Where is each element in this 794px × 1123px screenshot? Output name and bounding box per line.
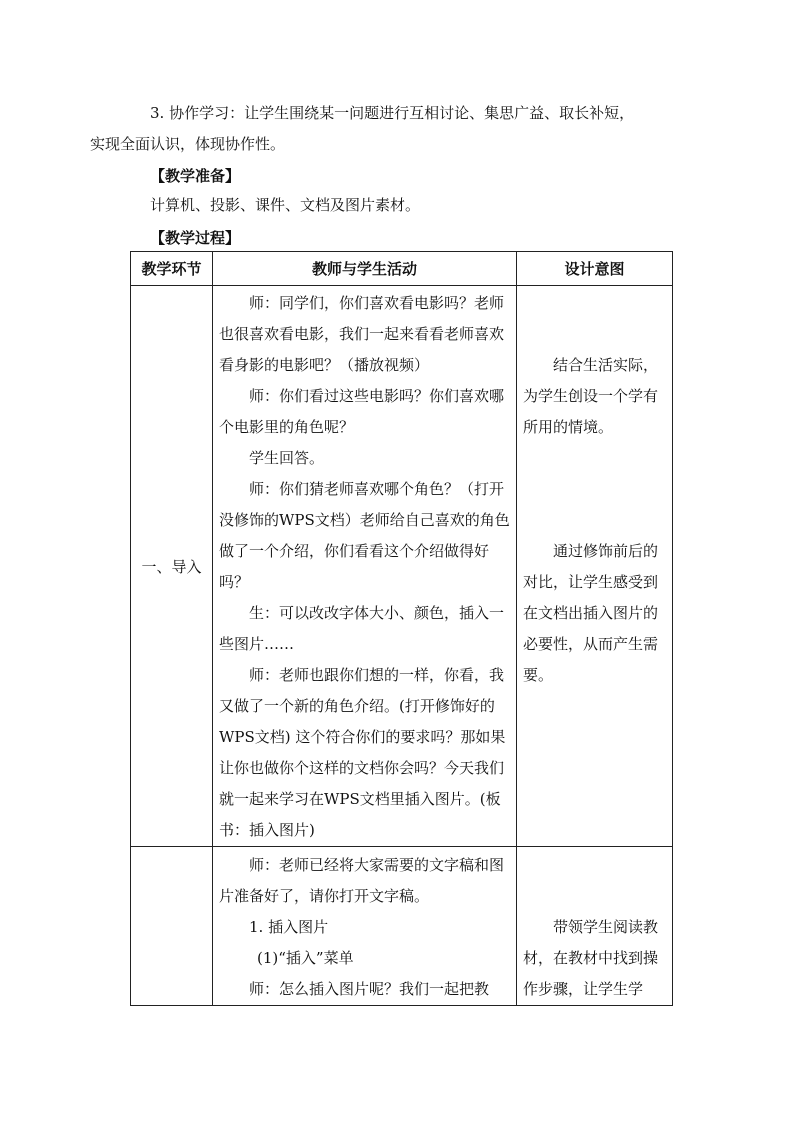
design-cell: [517, 847, 673, 1006]
table-row: [131, 847, 673, 1006]
activity-paragraph: 师：怎么插入图片呢？我们一起把教: [249, 980, 490, 998]
header-design: 设计意图: [517, 252, 673, 286]
design-cell: [517, 286, 673, 847]
activity-paragraph: 学生回答。: [249, 449, 325, 467]
design-paragraph: 带领学生阅读教材，在教材中找到操作步骤，让学生学: [523, 918, 659, 998]
activities-cell: [213, 286, 517, 847]
activity-paragraph: 师：你们看过这些电影吗？你们喜欢哪个电影里的角色呢？: [219, 387, 505, 436]
process-heading: 【教学过程】: [150, 229, 241, 247]
activity-paragraph: (1)“插入”菜单: [257, 949, 354, 967]
activity-paragraph: 师：老师也跟你们想的一样，你看，我又做了一个新的角色介绍。(打开修饰好的WPS文档) 这个符合你们的要求吗？那如果让你也做你个这样的文档你会吗？今天我们就一起来学习在WPS文档里插入图片。(板书：插入图片): [219, 666, 506, 839]
collab-paragraph: [90, 98, 680, 160]
stage-label: 一、导入: [141, 557, 202, 576]
activity-paragraph: 师：同学们，你们喜欢看电影吗？老师也很喜欢看电影，我们一起来看看老师喜欢看身影的电影吧？（播放视频）: [219, 294, 505, 374]
stage-cell: [131, 286, 213, 847]
activities-cell: [213, 847, 517, 1006]
table-header-row: [131, 252, 673, 286]
activity-paragraph: 师：你们猜老师喜欢哪个角色？（打开没修饰的WPS文档）老师给自己喜欢的角色做了一个介绍，你们看看这个介绍做得好吗？: [219, 480, 510, 591]
header-activities: 教师与学生活动: [213, 252, 517, 286]
prep-text: 计算机、投影、课件、文档及图片素材。: [150, 196, 421, 214]
activity-paragraph: 1. 插入图片: [249, 918, 329, 936]
activity-paragraph: 生：可以改改字体大小、颜色，插入一些图片……: [219, 604, 505, 653]
design-paragraph: 通过修饰前后的对比，让学生感受到在文档出插入图片的必要性，从而产生需要。: [523, 542, 659, 684]
table-row: [131, 286, 673, 847]
collab-line-1: 3. 协作学习：让学生围绕某一问题进行互相讨论、集思广益、取长补短，: [150, 104, 635, 122]
design-paragraph: 结合生活实际，为学生创设一个学有所用的情境。: [523, 356, 659, 436]
activity-paragraph: 师：老师已经将大家需要的文字稿和图片准备好了，请你打开文字稿。: [219, 856, 505, 905]
stage-cell: [131, 847, 213, 1006]
lesson-table: [130, 251, 673, 1006]
collab-line-2: 实现全面认识，体现协作性。: [90, 135, 286, 153]
header-stage: 教学环节: [131, 252, 213, 286]
prep-heading: 【教学准备】: [150, 167, 241, 185]
